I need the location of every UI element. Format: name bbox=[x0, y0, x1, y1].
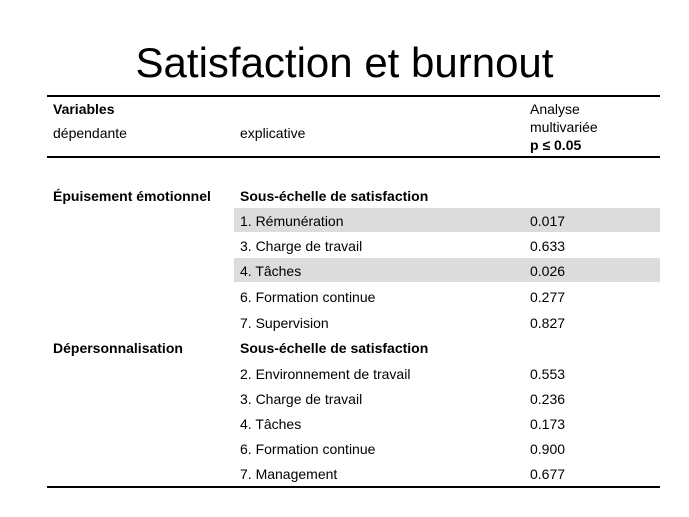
row-p-value: 0.827 bbox=[530, 315, 566, 331]
table-top-rule bbox=[47, 95, 660, 97]
row-p-value: 0.017 bbox=[530, 213, 566, 229]
row-p-value: 0.026 bbox=[530, 263, 566, 279]
header-analyse: Analyse bbox=[530, 101, 580, 117]
group-subscale-label: Sous-échelle de satisfaction bbox=[240, 340, 429, 356]
row-p-value: 0.633 bbox=[530, 238, 566, 254]
row-label: 7. Management bbox=[240, 466, 338, 482]
group-dependent-label: Épuisement émotionnel bbox=[53, 188, 211, 204]
row-label: 3. Charge de travail bbox=[240, 238, 363, 254]
group-dependent-label: Dépersonnalisation bbox=[53, 340, 183, 356]
row-label: 7. Supervision bbox=[240, 315, 329, 331]
row-label: 3. Charge de travail bbox=[240, 391, 363, 407]
page-title: Satisfaction et burnout bbox=[135, 39, 554, 86]
row-label: 2. Environnement de travail bbox=[240, 366, 411, 382]
row-p-value: 0.173 bbox=[530, 416, 566, 432]
row-p-value: 0.277 bbox=[530, 289, 566, 305]
group-subscale-label: Sous-échelle de satisfaction bbox=[240, 188, 429, 204]
row-p-value: 0.900 bbox=[530, 441, 566, 457]
row-label: 6. Formation continue bbox=[240, 441, 376, 457]
header-multivariee: multivariée bbox=[530, 119, 598, 135]
row-p-value: 0.553 bbox=[530, 366, 566, 382]
header-rule bbox=[47, 156, 660, 158]
table-bottom-rule bbox=[47, 486, 660, 488]
row-label: 1. Rémunération bbox=[240, 213, 344, 229]
row-p-value: 0.236 bbox=[530, 391, 566, 407]
header-dependante: dépendante bbox=[53, 125, 127, 141]
row-label: 4. Tâches bbox=[240, 416, 302, 432]
row-p-value: 0.677 bbox=[530, 466, 566, 482]
row-label: 6. Formation continue bbox=[240, 289, 376, 305]
header-variables: Variables bbox=[53, 101, 115, 117]
header-threshold: p ≤ 0.05 bbox=[530, 137, 582, 153]
header-explicative: explicative bbox=[240, 125, 306, 141]
row-label: 4. Tâches bbox=[240, 263, 302, 279]
